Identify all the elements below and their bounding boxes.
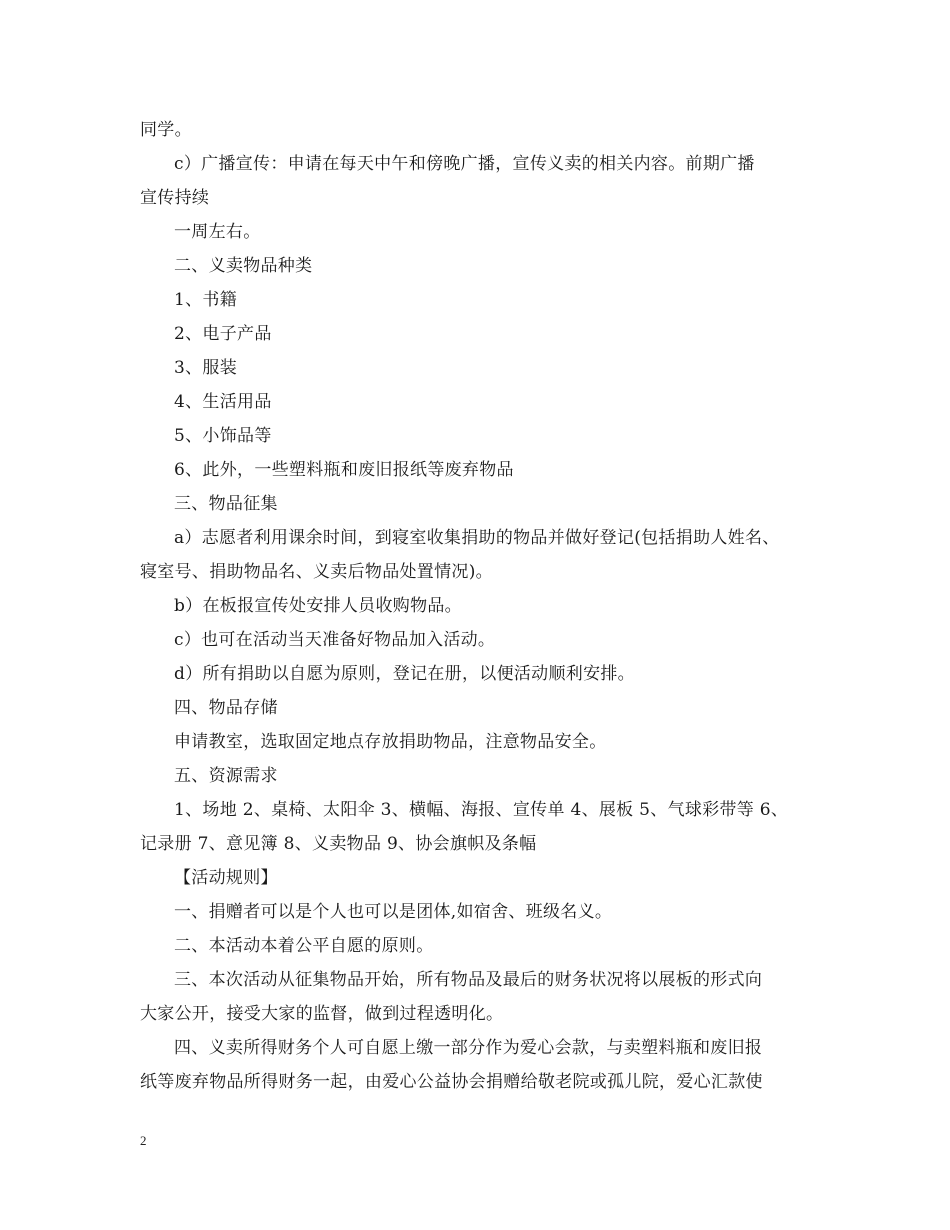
page-number: 2 (140, 1133, 147, 1148)
list-item: 1、书籍 (174, 290, 238, 310)
section-heading: 三、物品征集 (174, 494, 278, 514)
text-line: 四、义卖所得财务个人可自愿上缴一部分作为爱心会款，与卖塑料瓶和废旧报 (174, 1038, 763, 1058)
text-line: 申请教室，选取固定地点存放捐助物品，注意物品安全。 (174, 732, 607, 752)
text-line: 1、场地 2、桌椅、太阳伞 3、横幅、海报、宣传单 4、展板 5、气球彩带等 6、 (174, 800, 789, 820)
list-item: 4、生活用品 (174, 392, 272, 412)
section-heading: 四、物品存储 (174, 698, 278, 718)
section-heading: 五、资源需求 (174, 766, 278, 786)
text-line: 寝室号、捐助物品名、义卖后物品处置情况)。 (140, 562, 493, 582)
text-line: 同学。 (140, 120, 192, 140)
text-line: c）广播宣传：申请在每天中午和傍晚广播，宣传义卖的相关内容。前期广播 (174, 154, 755, 174)
text-line: 记录册 7、意见簿 8、义卖物品 9、协会旗帜及条幅 (140, 834, 537, 854)
text-line: b）在板报宣传处安排人员收购物品。 (174, 596, 462, 616)
list-item: 3、服装 (174, 358, 238, 378)
list-item: 2、电子产品 (174, 324, 272, 344)
text-line: 宣传持续 (140, 188, 210, 208)
text-line: 大家公开，接受大家的监督，做到过程透明化。 (140, 1004, 504, 1024)
text-line: c）也可在活动当天准备好物品加入活动。 (174, 630, 496, 650)
section-heading: 【活动规则】 (174, 868, 278, 888)
document-body (140, 113, 830, 1099)
text-line: 一周左右。 (174, 222, 261, 242)
section-heading: 二、义卖物品种类 (174, 256, 313, 276)
text-line: 二、本活动本着公平自愿的原则。 (174, 936, 434, 956)
text-line: 一、捐赠者可以是个人也可以是团体,如宿舍、班级名义。 (174, 902, 613, 922)
list-item: 6、此外，一些塑料瓶和废旧报纸等废弃物品 (174, 460, 514, 480)
text-line: d）所有捐助以自愿为原则，登记在册，以便活动顺利安排。 (174, 664, 635, 684)
text-line: 纸等废弃物品所得财务一起，由爱心公益协会捐赠给敬老院或孤儿院，爱心汇款使 (140, 1072, 763, 1092)
list-item: 5、小饰品等 (174, 426, 272, 446)
text-line: 三、本次活动从征集物品开始，所有物品及最后的财务状况将以展板的形式向 (174, 970, 763, 990)
text-line: a）志愿者利用课余时间，到寝室收集捐助的物品并做好登记(包括捐助人姓名、 (174, 528, 780, 548)
